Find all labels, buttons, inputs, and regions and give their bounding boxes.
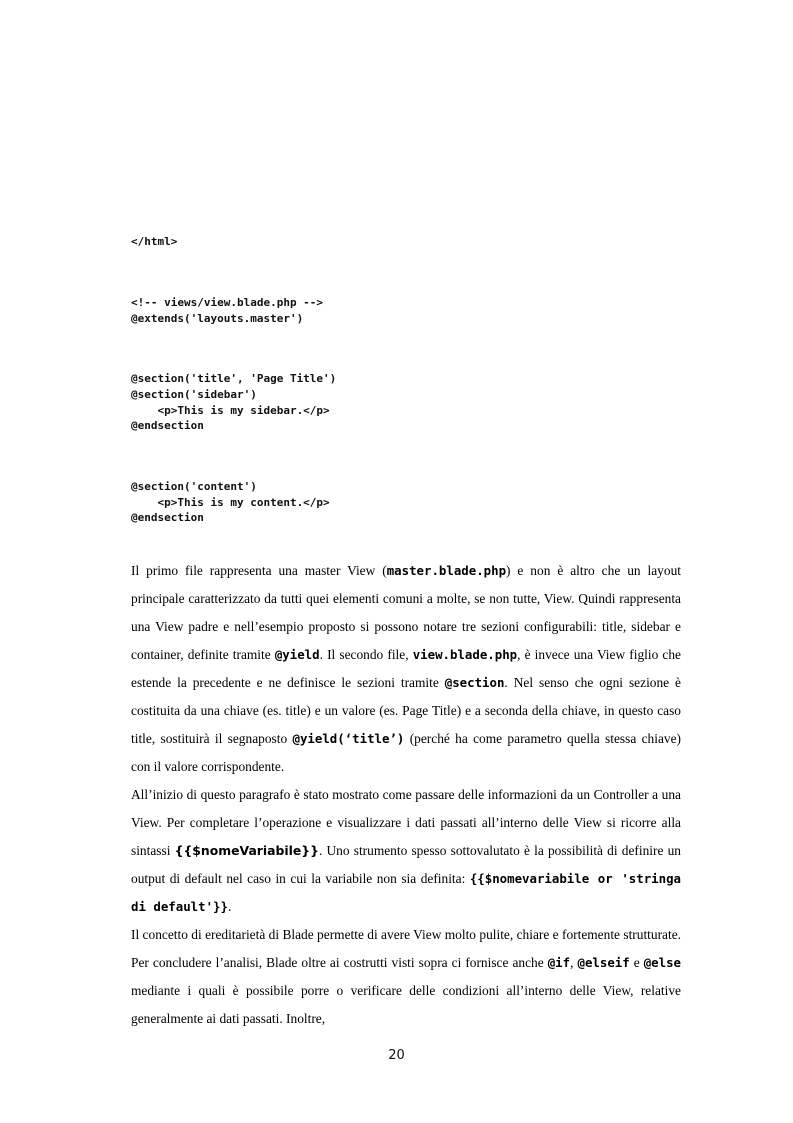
code-line: <!-- views/view.blade.php --> xyxy=(131,295,324,309)
inline-code: @elseif xyxy=(577,954,630,970)
inline-code: @if xyxy=(547,954,571,970)
paragraph-master-view: Il primo file rappresenta una master View (master.blade.php) e non è altro che un layout principale caratterizzato da tutti quei elementi comuni a molte, se non tutte, View. Quindi rappresenta una View padre e nell’esempio proposto si possono notare tre sezioni configurabili: title, sidebar e container, definite tramite @yield. Il secondo file, view.blade.php, è invece una View figlio che estende la precedente e ne definisce le sezioni tramite @section. Nel senso che ogni sezione è costituita da una chiave (es. title) e un valore (es. Page Title) e a seconda della chiave, in questo caso title, sostituirà il segnaposto @yield(‘title’) (perché ha come parametro quella stessa chiave) con il valore corrispondente. xyxy=(131,562,682,774)
page-body xyxy=(131,203,681,1033)
code-block xyxy=(131,371,681,433)
code-listing xyxy=(131,203,681,557)
code-block xyxy=(131,295,681,326)
code-block xyxy=(131,479,681,526)
paragraph-controller-view: All’inizio di questo paragrafo è stato mostrato come passare delle informazioni da un Controller a una View. Per completare l’operazione e visualizzare i dati passati all’interno delle View si ricorre alla sintassi {{$nomeVariabile}}. Uno strumento spesso sottovalutato è la possibilità di definire un output di default nel caso in cui la variabile non sia definita: {{$nomevariabile or 'stringa di default'}}. xyxy=(131,786,682,914)
code-line: </html> xyxy=(131,235,178,249)
code-line: @extends('layouts.master') xyxy=(131,311,304,325)
code-line: @section('title', 'Page Title') xyxy=(131,372,337,386)
page-number: 20 xyxy=(388,1048,405,1063)
inline-code: @section xyxy=(444,674,505,690)
code-line: @section('sidebar') xyxy=(131,387,257,401)
inline-code: {{$nomevariabile or 'stringa di default'}} xyxy=(131,870,682,914)
code-line: <p>This is my content.</p> xyxy=(131,495,330,509)
inline-code: @yield xyxy=(274,646,320,662)
inline-code: master.blade.php xyxy=(386,562,507,578)
inline-code: @else xyxy=(643,954,681,970)
code-line: @endsection xyxy=(131,511,204,525)
code-line: @section('content') xyxy=(131,479,257,493)
inline-code: view.blade.php xyxy=(412,646,518,662)
code-line: <p>This is my sidebar.</p> xyxy=(131,403,330,417)
paragraph-blade-inheritance: Il concetto di ereditarietà di Blade permette di avere View molto pulite, chiare e fortemente strutturate. Per concludere l’analisi, Blade oltre ai costrutti visti sopra ci fornisce anche @if, @elseif e @else mediante i quali è possibile porre o verificare delle condizioni all’interno delle View, relative generalmente ai dati passati. Inoltre, xyxy=(131,926,681,1026)
code-line: @endsection xyxy=(131,419,204,433)
inline-code: @yield(‘title’) xyxy=(292,730,405,746)
inline-code: {{$nomeVariabile}} xyxy=(174,842,319,858)
